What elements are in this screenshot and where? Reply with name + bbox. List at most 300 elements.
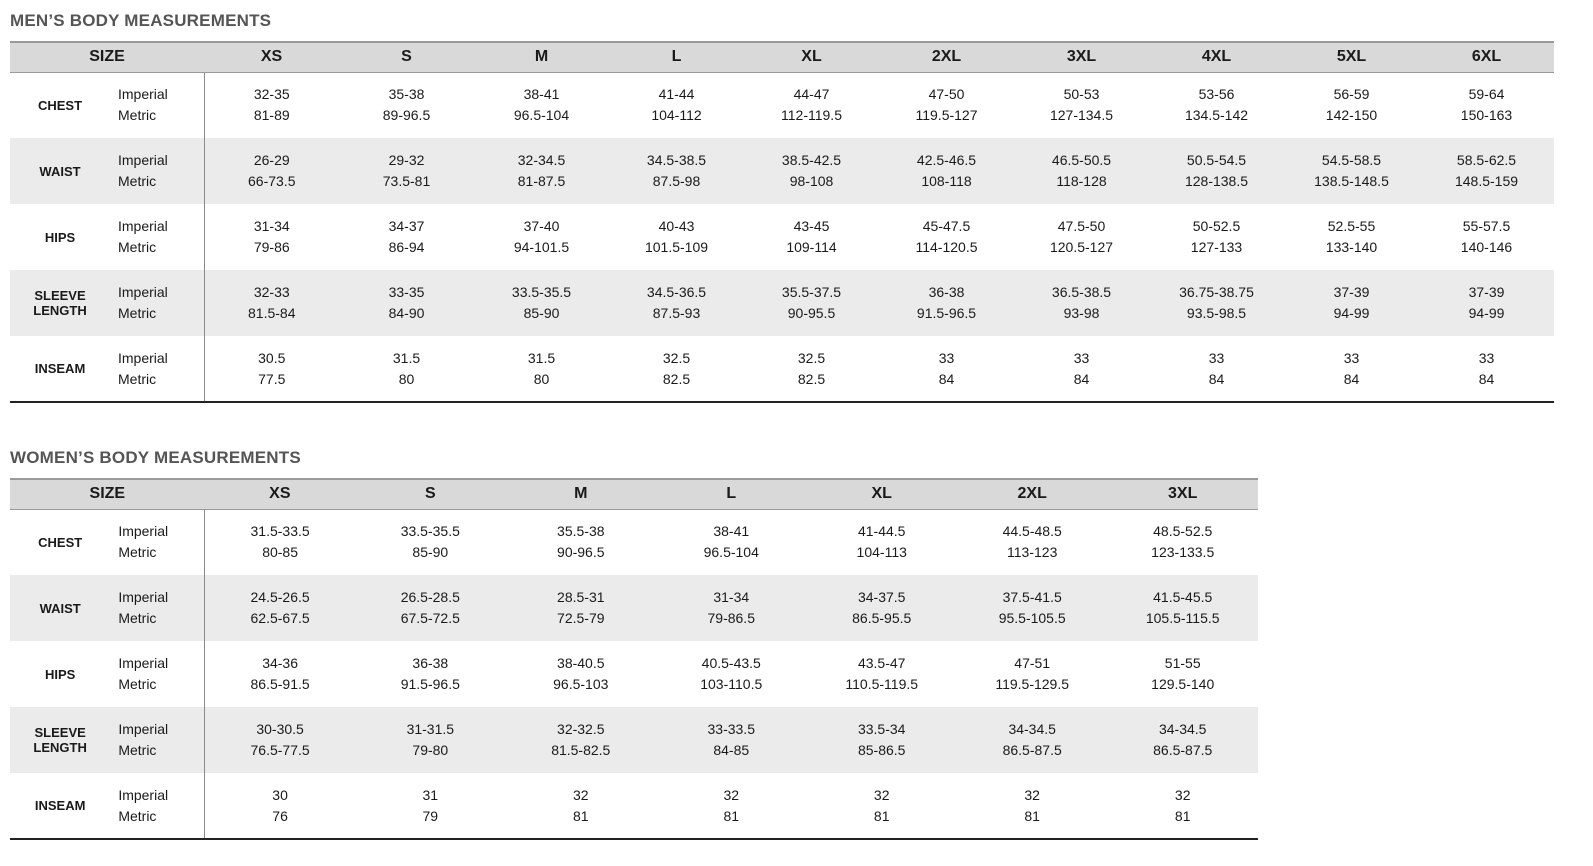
metric-value: 133-140: [1325, 239, 1378, 255]
imperial-value: 31: [422, 786, 439, 803]
measurement-cell: [1149, 72, 1284, 138]
metric-value: 103-110.5: [700, 676, 763, 692]
imperial-value: 41-44: [658, 86, 695, 103]
metric-value: 104-112: [651, 107, 702, 124]
measurement-label: [10, 773, 110, 839]
measurement-cell: [1149, 138, 1284, 204]
measurement-cell: [1419, 270, 1554, 336]
imperial-value: 34-34.5: [1158, 721, 1207, 737]
imperial-value: 32: [723, 786, 740, 803]
imperial-value: 51-55: [1164, 655, 1201, 671]
measurement-label: [10, 707, 110, 773]
metric-value: 79: [422, 807, 439, 824]
imperial-value: 37-39: [1468, 284, 1505, 300]
imperial-value: 33: [1208, 349, 1225, 366]
measurement-cell: [744, 204, 879, 270]
imperial-value: 30: [272, 786, 288, 803]
imperial-value: 38-41: [523, 86, 560, 103]
metric-value: 77.5: [258, 370, 286, 387]
imperial-value: 50-53: [1063, 86, 1100, 103]
imperial-value: 37-39: [1333, 284, 1370, 300]
metric-value: 76: [272, 807, 288, 824]
unit-labels: [110, 707, 204, 773]
measurement-cell: [957, 575, 1107, 641]
metric-label: Metric: [118, 107, 157, 124]
measurement-cell: [656, 575, 806, 641]
measurement-cell: [204, 336, 339, 402]
imperial-value: 33.5-35.5: [511, 284, 572, 300]
metric-value: 142-150: [1325, 107, 1378, 124]
measurement-cell: [806, 509, 956, 575]
size-column-header: L: [656, 479, 806, 509]
imperial-value: 33.5-35.5: [400, 523, 460, 540]
metric-value: 98-108: [789, 173, 834, 189]
metric-value: 84: [1478, 370, 1495, 387]
metric-value: 82.5: [662, 370, 691, 387]
measurement-cell: [1014, 138, 1149, 204]
metric-label: Metric: [118, 807, 157, 824]
imperial-value: 33-33.5: [707, 721, 755, 737]
imperial-value: 36-38: [412, 655, 449, 671]
measurement-cell: [506, 773, 656, 839]
metric-value: 118-128: [1056, 173, 1107, 189]
size-column-header: XL: [806, 479, 956, 509]
measurement-name-line2: LENGTH: [33, 740, 87, 755]
metric-label: Metric: [118, 173, 157, 189]
imperial-label: Imperial: [118, 786, 169, 803]
size-column-header: 5XL: [1284, 42, 1419, 72]
measurement-label: [10, 641, 110, 707]
measurement-cell: [806, 641, 956, 707]
metric-label: Metric: [118, 370, 157, 387]
metric-value: 134.5-142: [1184, 107, 1249, 124]
measurement-cell: [609, 138, 744, 204]
metric-label: Metric: [118, 676, 157, 692]
measurement-cell: [1107, 773, 1258, 839]
metric-value: 120.5-127: [1049, 239, 1114, 255]
imperial-value: 33: [1073, 349, 1090, 366]
metric-value: 86.5-87.5: [1002, 742, 1062, 758]
measurement-row: [10, 138, 1554, 204]
measurement-name: SLEEVE: [34, 725, 86, 740]
measurement-label: [10, 336, 110, 402]
imperial-value: 31-31.5: [406, 721, 455, 737]
imperial-value: 43-45: [793, 218, 830, 234]
measurement-cell: [474, 72, 609, 138]
imperial-value: 45-47.5: [922, 218, 971, 234]
measurement-cell: [609, 270, 744, 336]
imperial-value: 31-34: [253, 218, 290, 234]
imperial-value: 38.5-42.5: [781, 152, 842, 168]
metric-value: 86.5-95.5: [852, 610, 912, 626]
metric-value: 109-114: [786, 239, 837, 255]
metric-value: 85-90: [523, 305, 560, 321]
measurement-label: [10, 204, 110, 270]
metric-value: 86.5-91.5: [250, 676, 310, 692]
metric-value: 129.5-140: [1151, 676, 1215, 692]
measurement-cell: [1149, 204, 1284, 270]
size-column-header: 2XL: [957, 479, 1107, 509]
measurement-name: WAIST: [39, 163, 81, 179]
imperial-value: 47-50: [928, 86, 965, 103]
metric-value: 84-85: [713, 742, 750, 758]
metric-value: 81.5-84: [248, 305, 296, 321]
measurement-cell: [1149, 270, 1284, 336]
measurement-cell: [1284, 204, 1419, 270]
measurement-cell: [1284, 270, 1419, 336]
metric-value: 105.5-115.5: [1145, 610, 1220, 626]
metric-value: 76.5-77.5: [250, 742, 310, 758]
imperial-value: 58.5-62.5: [1456, 152, 1517, 168]
measurement-cell: [474, 336, 609, 402]
imperial-value: 43.5-47: [857, 655, 906, 671]
measurement-name: HIPS: [44, 229, 76, 245]
metric-value: 67.5-72.5: [400, 610, 460, 626]
metric-value: 85-90: [412, 544, 449, 561]
metric-value: 81: [873, 807, 890, 824]
measurement-cell: [339, 336, 474, 402]
measurement-cell: [1107, 575, 1258, 641]
measurement-cell: [879, 72, 1014, 138]
measurement-cell: [1014, 270, 1149, 336]
metric-value: 96.5-104: [703, 544, 759, 561]
men-size-table: [10, 41, 1554, 403]
imperial-value: 33: [1478, 349, 1495, 366]
imperial-value: 32-32.5: [557, 721, 605, 737]
measurement-cell: [205, 707, 355, 773]
metric-value: 95.5-105.5: [998, 610, 1066, 626]
imperial-value: 33-35: [388, 284, 425, 300]
imperial-value: 41.5-45.5: [1153, 589, 1213, 605]
imperial-value: 42.5-46.5: [916, 152, 977, 168]
size-column-header: XS: [205, 479, 355, 509]
women-section-title: WOMEN’S BODY MEASUREMENTS: [10, 448, 301, 467]
metric-value: 93-98: [1063, 305, 1100, 321]
size-column-header: XS: [204, 42, 339, 72]
size-column-header: L: [609, 42, 744, 72]
imperial-value: 54.5-58.5: [1321, 152, 1382, 168]
metric-value: 81-89: [253, 107, 290, 124]
metric-value: 127-133: [1190, 239, 1243, 255]
measurement-cell: [879, 270, 1014, 336]
imperial-value: 59-64: [1468, 86, 1505, 103]
measurement-cell: [1149, 336, 1284, 402]
measurement-cell: [744, 138, 879, 204]
metric-value: 91.5-96.5: [400, 676, 460, 692]
measurement-cell: [1419, 138, 1554, 204]
imperial-value: 34-36: [262, 655, 298, 671]
unit-labels: [110, 575, 204, 641]
size-header: SIZE: [10, 479, 205, 509]
metric-value: 80-85: [262, 544, 298, 561]
measurement-cell: [205, 509, 355, 575]
measurement-cell: [204, 72, 339, 138]
measurement-cell: [339, 204, 474, 270]
metric-value: 90-96.5: [557, 544, 605, 561]
metric-value: 93.5-98.5: [1186, 305, 1247, 321]
imperial-value: 48.5-52.5: [1153, 523, 1213, 540]
imperial-label: Imperial: [118, 284, 168, 300]
unit-labels: [110, 270, 204, 336]
imperial-value: 40.5-43.5: [701, 655, 761, 671]
metric-label: Metric: [118, 544, 157, 561]
measurement-cell: [806, 575, 956, 641]
metric-value: 148.5-159: [1454, 173, 1519, 189]
imperial-value: 50.5-54.5: [1186, 152, 1247, 168]
metric-value: 81-87.5: [517, 173, 566, 189]
imperial-value: 52.5-55: [1327, 218, 1376, 234]
metric-value: 113-123: [1007, 544, 1058, 561]
imperial-value: 33.5-34: [857, 721, 906, 737]
unit-labels: [110, 773, 204, 839]
size-column-header: XL: [744, 42, 879, 72]
imperial-label: Imperial: [118, 589, 169, 605]
measurement-row: [10, 336, 1554, 402]
measurement-row: [10, 509, 1258, 575]
men-section-title: MEN’S BODY MEASUREMENTS: [10, 11, 272, 30]
imperial-value: 36.5-38.5: [1051, 284, 1112, 300]
metric-value: 112-119.5: [781, 107, 842, 124]
measurement-cell: [204, 204, 339, 270]
measurement-row: [10, 72, 1554, 138]
measurement-name: WAIST: [39, 600, 81, 616]
imperial-value: 44-47: [793, 86, 830, 103]
measurement-cell: [879, 138, 1014, 204]
metric-value: 66-73.5: [248, 173, 296, 189]
size-column-header: M: [474, 42, 609, 72]
size-column-header: 4XL: [1149, 42, 1284, 72]
metric-value: 86.5-87.5: [1153, 742, 1213, 758]
metric-value: 62.5-67.5: [250, 610, 310, 626]
metric-label: Metric: [118, 239, 157, 255]
measurement-cell: [474, 138, 609, 204]
men-header-row: [10, 42, 1554, 72]
imperial-value: 35-38: [388, 86, 425, 103]
imperial-value: 34-34.5: [1008, 721, 1056, 737]
women-header-row: [10, 479, 1258, 509]
metric-value: 79-86: [253, 239, 290, 255]
measurement-cell: [1284, 72, 1419, 138]
measurement-cell: [609, 72, 744, 138]
metric-value: 127-134.5: [1049, 107, 1114, 124]
measurement-name: HIPS: [44, 666, 76, 682]
measurement-cell: [744, 336, 879, 402]
measurement-cell: [339, 72, 474, 138]
metric-value: 81: [572, 807, 589, 824]
measurement-row: [10, 270, 1554, 336]
metric-value: 89-96.5: [382, 107, 431, 124]
measurement-name-line2: LENGTH: [33, 303, 87, 318]
metric-value: 84: [1073, 370, 1090, 387]
measurement-cell: [205, 575, 355, 641]
size-column-header: 3XL: [1014, 42, 1149, 72]
measurement-label: [10, 138, 110, 204]
size-column-header: M: [506, 479, 656, 509]
measurement-cell: [506, 641, 656, 707]
measurement-cell: [204, 138, 339, 204]
metric-value: 96.5-103: [553, 676, 609, 692]
size-header: SIZE: [10, 42, 204, 72]
metric-value: 81: [723, 807, 740, 824]
unit-labels: [110, 204, 204, 270]
measurement-name: INSEAM: [34, 361, 86, 376]
measurement-cell: [474, 270, 609, 336]
metric-value: 81: [1174, 807, 1191, 824]
imperial-value: 38-40.5: [557, 655, 605, 671]
measurement-cell: [806, 773, 956, 839]
measurement-cell: [355, 707, 505, 773]
measurement-cell: [204, 270, 339, 336]
metric-value: 128-138.5: [1184, 173, 1249, 189]
metric-value: 84-90: [388, 305, 425, 321]
imperial-value: 56-59: [1333, 86, 1370, 103]
measurement-cell: [1107, 641, 1258, 707]
imperial-value: 32: [572, 786, 589, 803]
measurement-cell: [1419, 336, 1554, 402]
metric-value: 72.5-79: [557, 610, 605, 626]
imperial-value: 40-43: [658, 218, 695, 234]
imperial-value: 35.5-38: [557, 523, 605, 540]
measurement-cell: [957, 773, 1107, 839]
imperial-value: 34.5-36.5: [646, 284, 707, 300]
measurement-cell: [1419, 72, 1554, 138]
metric-value: 150-163: [1460, 107, 1513, 124]
metric-value: 94-99: [1468, 305, 1505, 321]
metric-value: 81.5-82.5: [551, 742, 611, 758]
metric-value: 119.5-127: [915, 107, 978, 124]
measurement-cell: [957, 509, 1107, 575]
measurement-name: INSEAM: [34, 798, 86, 813]
metric-value: 101.5-109: [644, 239, 709, 255]
metric-value: 80: [533, 370, 550, 387]
imperial-value: 37.5-41.5: [1002, 589, 1062, 605]
measurement-cell: [957, 641, 1107, 707]
metric-label: Metric: [118, 742, 157, 758]
measurement-label: [10, 575, 110, 641]
measurement-cell: [744, 270, 879, 336]
measurement-name: SLEEVE: [34, 288, 86, 303]
measurement-cell: [609, 336, 744, 402]
metric-value: 82.5: [797, 370, 826, 387]
imperial-value: 31.5: [392, 349, 421, 366]
measurement-cell: [474, 204, 609, 270]
imperial-value: 31.5-33.5: [250, 523, 310, 540]
metric-value: 123-133.5: [1151, 544, 1215, 561]
measurement-cell: [205, 773, 355, 839]
measurement-cell: [506, 707, 656, 773]
imperial-value: 46.5-50.5: [1051, 152, 1112, 168]
imperial-value: 24.5-26.5: [250, 589, 310, 605]
imperial-value: 38-41: [713, 523, 750, 540]
measurement-cell: [355, 641, 505, 707]
measurement-row: [10, 707, 1258, 773]
imperial-label: Imperial: [118, 218, 168, 234]
imperial-value: 32-34.5: [517, 152, 566, 168]
metric-value: 73.5-81: [382, 173, 431, 189]
size-column-header: 3XL: [1107, 479, 1258, 509]
metric-value: 108-118: [921, 173, 972, 189]
measurement-cell: [656, 773, 806, 839]
metric-value: 94-99: [1333, 305, 1370, 321]
imperial-value: 28.5-31: [557, 589, 605, 605]
measurement-cell: [879, 204, 1014, 270]
imperial-value: 47.5-50: [1057, 218, 1106, 234]
imperial-label: Imperial: [118, 523, 169, 540]
metric-value: 110.5-119.5: [845, 676, 919, 692]
measurement-cell: [656, 641, 806, 707]
metric-value: 85-86.5: [857, 742, 906, 758]
imperial-value: 29-32: [388, 152, 425, 168]
imperial-label: Imperial: [118, 86, 168, 103]
measurement-row: [10, 641, 1258, 707]
measurement-cell: [1107, 509, 1258, 575]
metric-value: 91.5-96.5: [916, 305, 977, 321]
measurement-cell: [1284, 336, 1419, 402]
measurement-row: [10, 204, 1554, 270]
metric-value: 84: [1208, 370, 1225, 387]
measurement-cell: [1419, 204, 1554, 270]
measurement-label: [10, 509, 110, 575]
imperial-value: 26.5-28.5: [400, 589, 460, 605]
imperial-value: 32.5: [662, 349, 691, 366]
metric-value: 84: [1343, 370, 1360, 387]
measurement-label: [10, 72, 110, 138]
metric-value: 114-120.5: [915, 239, 978, 255]
measurement-cell: [355, 509, 505, 575]
measurement-label: [10, 270, 110, 336]
size-column-header: 2XL: [879, 42, 1014, 72]
metric-value: 84: [938, 370, 955, 387]
imperial-value: 32-35: [253, 86, 290, 103]
measurement-cell: [339, 270, 474, 336]
imperial-value: 32: [873, 786, 890, 803]
measurement-cell: [1014, 72, 1149, 138]
imperial-value: 36-38: [928, 284, 965, 300]
measurement-cell: [1107, 707, 1258, 773]
imperial-label: Imperial: [118, 721, 169, 737]
measurement-cell: [1014, 336, 1149, 402]
measurement-cell: [339, 138, 474, 204]
metric-value: 87.5-93: [652, 305, 701, 321]
imperial-value: 53-56: [1198, 86, 1235, 103]
measurement-name: CHEST: [38, 534, 83, 550]
unit-labels: [110, 138, 204, 204]
size-column-header: S: [355, 479, 505, 509]
measurement-cell: [1284, 138, 1419, 204]
imperial-value: 32.5: [797, 349, 826, 366]
metric-value: 86-94: [388, 239, 425, 255]
metric-value: 138.5-148.5: [1314, 173, 1389, 189]
measurement-row: [10, 773, 1258, 839]
measurement-cell: [656, 509, 806, 575]
metric-value: 87.5-98: [652, 173, 701, 189]
imperial-value: 41-44.5: [857, 523, 906, 540]
imperial-value: 30.5: [258, 349, 286, 366]
measurement-cell: [879, 336, 1014, 402]
metric-value: 104-113: [856, 544, 907, 561]
imperial-value: 33: [938, 349, 955, 366]
measurement-cell: [205, 641, 355, 707]
imperial-label: Imperial: [118, 349, 168, 366]
metric-label: Metric: [118, 305, 157, 321]
measurement-cell: [506, 575, 656, 641]
measurement-cell: [806, 707, 956, 773]
imperial-value: 34-37.5: [857, 589, 906, 605]
metric-value: 79-86.5: [707, 610, 755, 626]
measurement-cell: [609, 204, 744, 270]
imperial-value: 35.5-37.5: [781, 284, 842, 300]
measurement-cell: [744, 72, 879, 138]
